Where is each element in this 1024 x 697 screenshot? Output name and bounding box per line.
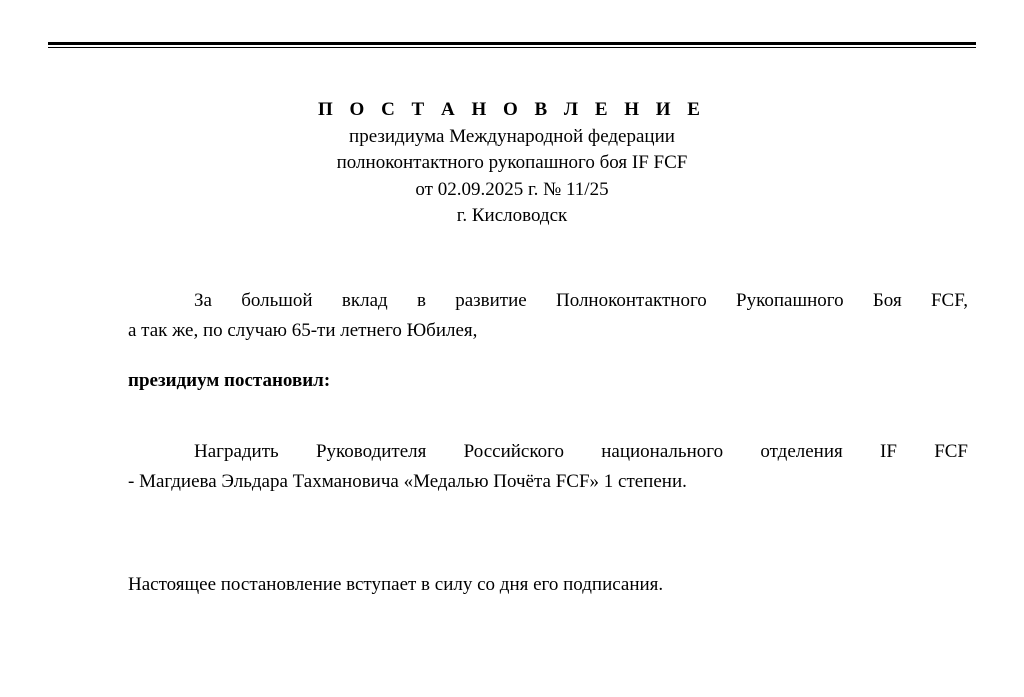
document-title: П О С Т А Н О В Л Е Н И Е — [318, 99, 706, 120]
award-paragraph — [128, 437, 968, 497]
document-date-number: от 02.09.2025 г. № 11/25 — [415, 178, 609, 200]
document-header — [48, 97, 976, 230]
preamble-line-1: За большой вклад в развитие Полноконтактного Рукопашного Боя FCF, — [194, 290, 968, 311]
issuer-line-1: президиума Международной федерации — [349, 125, 675, 147]
header-rule-thin — [48, 47, 976, 48]
document-city: г. Кисловодск — [456, 205, 568, 226]
preamble-line-2: а так же, по случаю 65-ти летнего Юбилея, — [128, 320, 478, 341]
header-rule-thick — [48, 42, 976, 45]
issuer-line-2: полноконтактного рукопашного боя IF FCF — [336, 152, 688, 173]
preamble-paragraph — [128, 286, 968, 346]
award-line-1: Наградить Руководителя Российского национального отделения IF FCF — [194, 441, 968, 462]
award-line-2: - Магдиева Эльдара Тахмановича «Медалью Почёта FCF» 1 степени. — [128, 471, 687, 492]
effective-statement: Настоящее постановление вступает в силу со дня его подписания. — [128, 574, 664, 595]
resolution-heading: президиум постановил: — [128, 370, 331, 391]
